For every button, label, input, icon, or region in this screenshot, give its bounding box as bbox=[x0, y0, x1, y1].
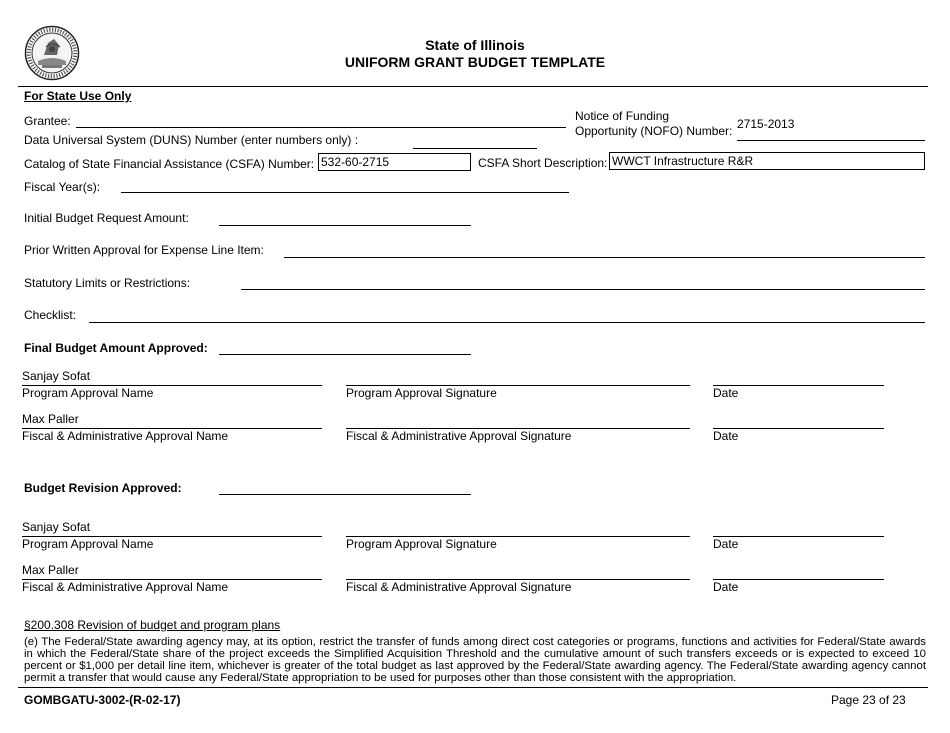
revision-program-signature-label: Program Approval Signature bbox=[346, 537, 497, 551]
state-heading: State of Illinois bbox=[425, 37, 525, 53]
fiscal-year-field[interactable] bbox=[121, 192, 569, 193]
form-code: GOMBGATU-3002-(R-02-17) bbox=[24, 693, 181, 707]
csfa-number-field[interactable]: 532-60-2715 bbox=[318, 153, 471, 171]
state-seal-logo bbox=[24, 25, 80, 81]
prior-approval-label: Prior Written Approval for Expense Line Item: bbox=[24, 243, 264, 257]
fiscal-date-label: Date bbox=[713, 429, 739, 443]
regulation-link[interactable]: §200.308 Revision of budget and program plans bbox=[24, 618, 281, 632]
initial-budget-label: Initial Budget Request Amount: bbox=[24, 211, 189, 225]
revision-fiscal-approver-name: Max Paller bbox=[22, 563, 79, 577]
program-approval-signature-label: Program Approval Signature bbox=[346, 386, 497, 400]
fiscal-date-line[interactable] bbox=[713, 428, 884, 429]
revision-fiscal-date-label: Date bbox=[713, 580, 739, 594]
revision-fiscal-name-label: Fiscal & Administrative Approval Name bbox=[22, 580, 229, 594]
revision-program-name-label: Program Approval Name bbox=[22, 537, 154, 551]
revision-fiscal-signature-label: Fiscal & Administrative Approval Signature bbox=[346, 580, 572, 594]
checklist-label: Checklist: bbox=[24, 308, 77, 322]
nofo-label-line2: Opportunity (NOFO) Number: bbox=[575, 124, 733, 138]
fiscal-approver-name: Max Paller bbox=[22, 412, 79, 426]
fiscal-approval-name-label: Fiscal & Administrative Approval Name bbox=[22, 429, 229, 443]
fiscal-approval-signature-label: Fiscal & Administrative Approval Signature bbox=[346, 429, 572, 443]
grantee-field[interactable] bbox=[76, 127, 566, 128]
duns-field[interactable] bbox=[413, 148, 537, 149]
fiscal-year-label: Fiscal Year(s): bbox=[24, 180, 101, 194]
csfa-short-label: CSFA Short Description: bbox=[478, 156, 608, 170]
revision-fiscal-date-line[interactable] bbox=[713, 579, 884, 580]
final-budget-label: Final Budget Amount Approved: bbox=[24, 341, 208, 355]
page-number: Page 23 of 23 bbox=[831, 693, 906, 707]
revision-program-date-line[interactable] bbox=[713, 536, 884, 537]
csfa-short-field[interactable]: WWCT Infrastructure R&R bbox=[609, 152, 925, 170]
program-date-line[interactable] bbox=[713, 385, 884, 386]
nofo-label-line1: Notice of Funding bbox=[575, 109, 670, 123]
statutory-field[interactable] bbox=[241, 289, 925, 290]
statutory-label: Statutory Limits or Restrictions: bbox=[24, 276, 191, 290]
budget-revision-field[interactable] bbox=[219, 494, 471, 495]
nofo-number-value: 2715-2013 bbox=[737, 117, 795, 131]
revision-program-approver-name: Sanjay Sofat bbox=[22, 520, 91, 534]
program-date-label: Date bbox=[713, 386, 739, 400]
top-rule bbox=[18, 86, 928, 87]
regulation-paragraph: (e) The Federal/State awarding agency may, at its option, restrict the transfer of funds among direct cost categories or programs, functions and activities for Federal/State awards in which the Federal/State share of the project exceeds the Simplified Acquisition Threshold and the cumulative amount of such transfers exceeds or is expected to exceed 10 percent or $1,000 per detail line item, whichever is greater of the total budget as last approved by the Federal/State awarding agency. The Federal/State awarding agency cannot permit a transfer that would cause any Federal/State appropriation to be used for purposes other than those consistent with the appropriation. bbox=[24, 636, 926, 684]
grantee-label: Grantee: bbox=[24, 114, 71, 128]
duns-label: Data Universal System (DUNS) Number (enter numbers only) : bbox=[24, 133, 359, 147]
footer-rule bbox=[18, 687, 928, 688]
initial-budget-field[interactable] bbox=[219, 225, 471, 226]
budget-revision-label: Budget Revision Approved: bbox=[24, 481, 182, 495]
revision-program-date-label: Date bbox=[713, 537, 739, 551]
document-title: UNIFORM GRANT BUDGET TEMPLATE bbox=[344, 54, 606, 70]
program-approver-name: Sanjay Sofat bbox=[22, 369, 91, 383]
section-heading: For State Use Only bbox=[24, 89, 132, 103]
final-budget-field[interactable] bbox=[219, 354, 471, 355]
checklist-field[interactable] bbox=[89, 322, 925, 323]
program-approval-name-label: Program Approval Name bbox=[22, 386, 154, 400]
csfa-number-label: Catalog of State Financial Assistance (CSFA) Number: bbox=[24, 157, 315, 171]
prior-approval-field[interactable] bbox=[284, 257, 925, 258]
nofo-field[interactable] bbox=[737, 140, 925, 141]
